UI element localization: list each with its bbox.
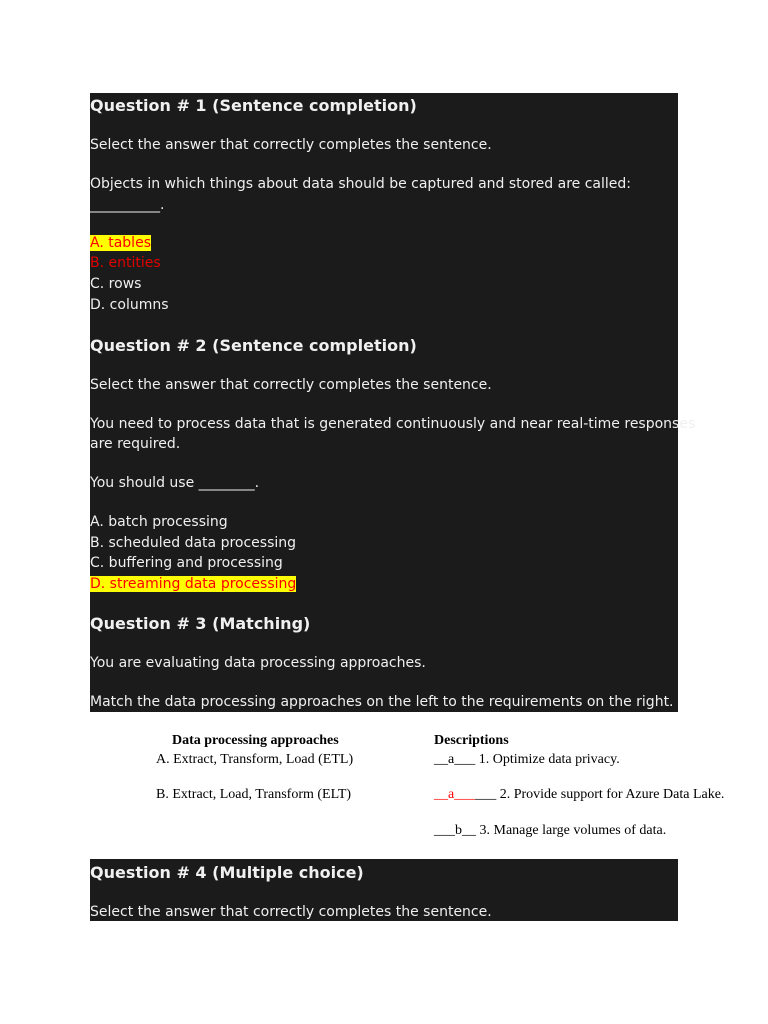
q3-line1: You are evaluating data processing approaches. <box>90 655 426 671</box>
description-3: ___b__ 3. Manage large volumes of data. <box>434 823 667 838</box>
question-block-1-3 <box>90 93 696 712</box>
q2-stem-line1: You need to process data that is generated continuously and near real-time responses <box>90 416 696 432</box>
description-1-answer: a <box>448 752 455 767</box>
q2-heading: Question # 2 (Sentence completion) <box>90 336 417 355</box>
q1-option-d: D. columns <box>90 297 169 313</box>
q1-instruction: Select the answer that correctly completes the sentence. <box>90 137 492 153</box>
q2-option-d: D. streaming data processing <box>90 576 297 592</box>
q4-instruction: Select the answer that correctly completes the sentence. <box>90 904 492 920</box>
approaches-header: Data processing approaches <box>172 733 339 748</box>
description-2: __a______ 2. Provide support for Azure Data Lake. <box>434 787 725 802</box>
q4-heading: Question # 4 (Multiple choice) <box>90 863 364 882</box>
q3-line2: Match the data processing approaches on the left to the requirements on the right. <box>90 694 674 710</box>
approach-b: B. Extract, Load, Transform (ELT) <box>156 787 352 802</box>
q2-stem-line2: are required. <box>90 436 181 452</box>
q2-option-a: A. batch processing <box>90 514 228 530</box>
q1-option-a: A. tables <box>90 235 151 251</box>
q1-option-b: B. entities <box>90 255 161 271</box>
description-2-answer: a <box>448 787 455 802</box>
q1-option-c: C. rows <box>90 276 142 292</box>
q1-stem-line1: Objects in which things about data should be captured and stored are called: <box>90 176 631 192</box>
descriptions-header: Descriptions <box>434 733 509 748</box>
q2-option-c: C. buffering and processing <box>90 555 283 571</box>
q2-stem-line3: You should use ________. <box>90 475 260 491</box>
description-3-answer: b <box>455 823 462 838</box>
description-1: __a___ 1. Optimize data privacy. <box>434 752 620 767</box>
q3-heading: Question # 3 (Matching) <box>90 614 311 633</box>
approach-a: A. Extract, Transform, Load (ETL) <box>156 752 354 767</box>
q1-stem-line2: __________. <box>90 197 165 213</box>
matching-table <box>0 712 768 859</box>
q2-instruction: Select the answer that correctly completes the sentence. <box>90 377 492 393</box>
q2-option-b: B. scheduled data processing <box>90 535 297 551</box>
q1-heading: Question # 1 (Sentence completion) <box>90 96 417 115</box>
question-block-4 <box>90 859 678 921</box>
